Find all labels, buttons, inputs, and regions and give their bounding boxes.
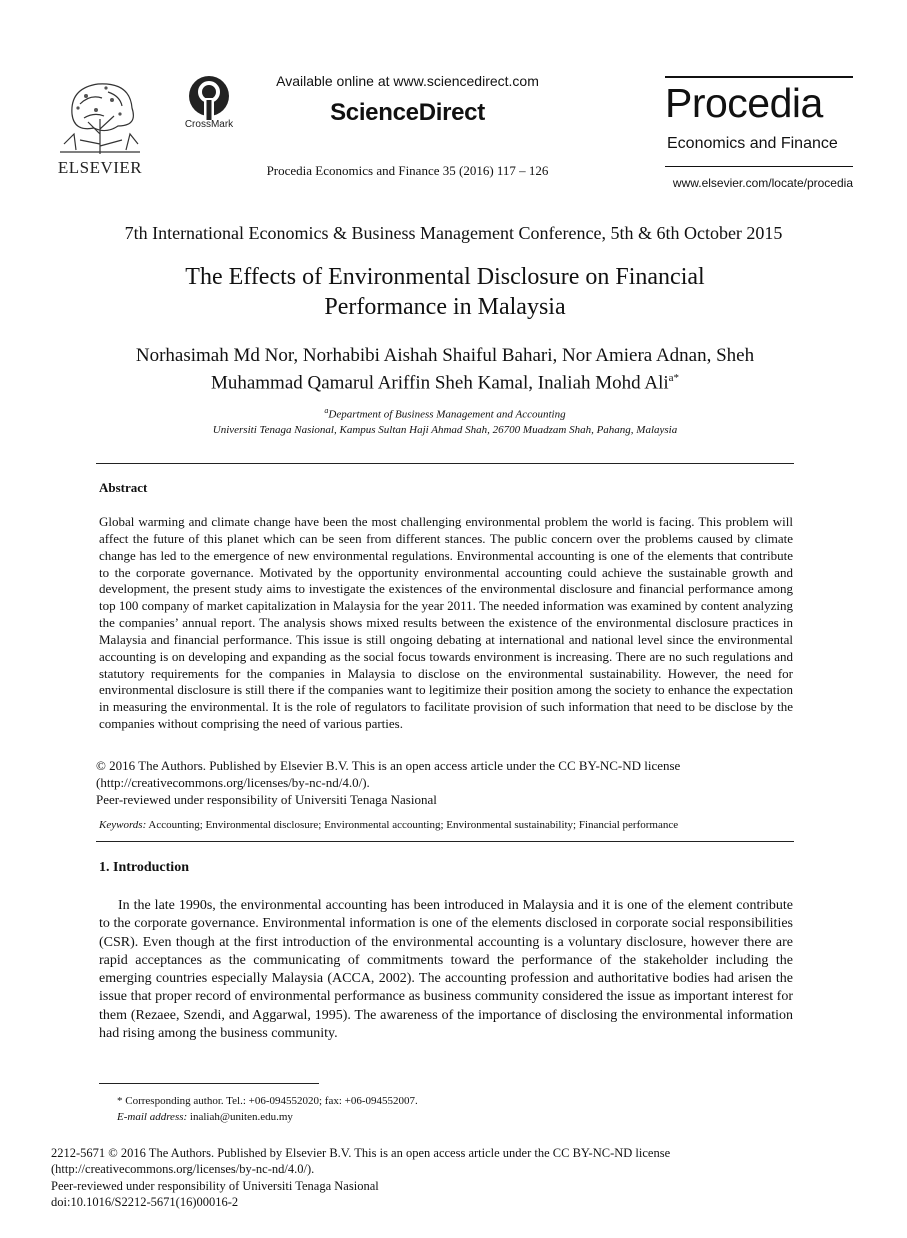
crossmark-label: CrossMark (184, 119, 234, 130)
peer-review-line: Peer-reviewed under responsibility of Universiti Tenaga Nasional (96, 791, 437, 807)
footer-license-link[interactable]: (http://creativecommons.org/licenses/by-nc-nd/4.0/). (51, 1162, 315, 1177)
journal-name: Procedia (665, 80, 823, 126)
license-link[interactable]: (http://creativecommons.org/licenses/by-nc-nd/4.0/). (96, 774, 370, 790)
affiliation-line (90, 403, 800, 423)
email-address[interactable]: inaliah@uniten.edu.my (189, 1111, 293, 1123)
footer-issn-line: 2212-5671 © 2016 The Authors. Published by Elsevier B.V. This is an open access article under the CC BY-NC-ND license (51, 1146, 671, 1160)
author-list (90, 344, 800, 394)
journal-subtitle: Economics and Finance (667, 135, 838, 152)
footnote (117, 1093, 418, 1125)
journal-url-link[interactable]: www.elsevier.com/locate/procedia (672, 176, 853, 190)
available-online-text: Available online at www.sciencedirect.com (276, 73, 539, 89)
procedia-bottom-rule (665, 166, 853, 167)
divider (96, 463, 794, 464)
introduction-body: In the late 1990s, the environmental accounting has been introduced in Malaysia and it is one of the element contribute to the corporate governance. Environmental information is one of the elements disclosed in corporate social responsibilities (CSR). Even though at the first introduction of the environmental accounting is a voluntary disclosure, however there are rapid acceptances as the communicating of commitments toward the performance of the stakeholder including the emerging countries especially Malaysia (ACCA, 2002). The accounting profession and authoritative bodies had arisen the issue that proper record of environmental performance as business community considered the issue as important interest for them (Rezaee, Szendi, and Aggarwal, 1995). The awareness of the importance of disclosing the environmental information had rising among the business community. (99, 898, 793, 1042)
authors-line (90, 367, 800, 394)
divider (96, 841, 794, 842)
page-footer (51, 1145, 751, 1210)
corresponding-mark: a* (668, 372, 680, 384)
authors-line: Norhasimah Md Nor, Norhabibi Aishah Shaiful Bahari, Nor Amiera Adnan, Sheh (135, 345, 755, 366)
paper-title (110, 262, 780, 322)
corresponding-author: * Corresponding author. Tel.: +06-094552020; fax: +06-094552007. (117, 1095, 418, 1107)
affiliation-line: Universiti Tenaga Nasional, Kampus Sultan Haji Ahmad Shah, 26700 Muadzam Shah, Pahang, Malaysia (212, 423, 678, 436)
footer-peer-review: Peer-reviewed under responsibility of Universiti Tenaga Nasional (51, 1178, 379, 1193)
authors-line-text: Muhammad Qamarul Ariffin Sheh Kamal, Inaliah Mohd Ali (210, 372, 669, 394)
keywords (99, 819, 793, 831)
affiliation (90, 403, 800, 438)
procedia-top-rule (665, 76, 853, 78)
conference-line: 7th International Economics & Business Management Conference, 5th & 6th October 2015 (124, 223, 783, 243)
email-label: E-mail address: (117, 1111, 188, 1123)
email-line (117, 1109, 418, 1125)
publisher-name: ELSEVIER (57, 158, 143, 177)
keywords-text: Accounting; Environmental disclosure; Environmental accounting; Environmental sustainability; Financial performance (148, 819, 679, 831)
affiliation-sup: a (324, 406, 329, 415)
footer-doi[interactable]: doi:10.1016/S2212-5671(16)00016-2 (51, 1194, 239, 1209)
copyright-notice (96, 758, 796, 808)
journal-reference: Procedia Economics and Finance 35 (2016) 117 – 126 (266, 163, 549, 178)
sciencedirect-wordmark[interactable]: ScienceDirect (330, 99, 485, 126)
footnote-rule (99, 1083, 319, 1084)
copyright-line: © 2016 The Authors. Published by Elsevier B.V. This is an open access article under the CC BY-NC-ND license (96, 758, 681, 773)
title-line: The Effects of Environmental Disclosure on Financial (185, 264, 705, 290)
abstract-heading: Abstract (99, 480, 148, 495)
abstract-body: Global warming and climate change have been the most challenging environmental problem the world is facing. This problem will affect the future of this planet which can be seen from different stances. The public concern over the problems caused by climate change has led to the emergence of new environmental regulations. Environmental accounting is one of the elements that contribute to the corporate governance. Motivated by the opportunity environmental accounting could achieve the sustainable growth and development, the present study aims to investigate the existences of the environmental disclosure and financial performance among top 100 company of market capitalization in Malaysia for the year 2011. The needed information was examined by content analyzing the companies’ annual report. The analysis shows mixed results between the existence of the environmental disclosure practices in Malaysia and financial performance. This issue is still ongoing debating at international and national level since the environmental accounting is on developing and expanding as the social focus towards environment is increasing. There are no such regulations and statutory requirements for the companies in Malaysia to disclose on the environmental sustainability. However, the need for environmental disclosure is still there if the companies want to legitimize their position among the society to enhance the expectation in measuring the environmental. It is the role of regulators to facilitate provision of such information that need to be disclose by the companies without comprising the need of various parties. (99, 514, 793, 732)
affiliation-dept: Department of Business Management and Accounting (328, 408, 566, 421)
keywords-label: Keywords: (99, 819, 147, 831)
title-line: Performance in Malaysia (324, 294, 566, 320)
section-heading: 1. Introduction (99, 860, 189, 875)
